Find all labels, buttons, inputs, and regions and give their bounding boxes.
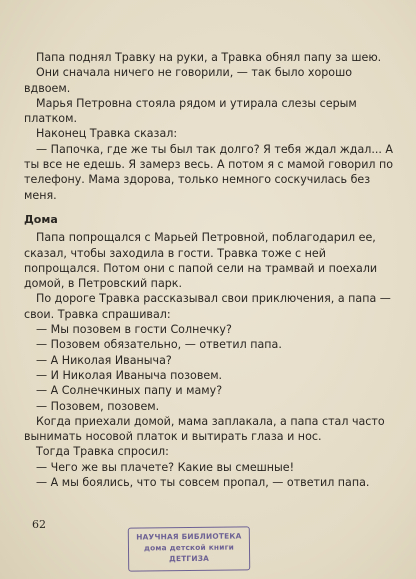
page-number: 62 <box>32 518 46 531</box>
stamp-line-2: дома детской книги <box>143 542 235 553</box>
dialogue-line: — А Солнечкиных папу и маму? <box>36 384 223 398</box>
paragraph-2: Они сначала ничего не говорили, — так было хорошо вдвоем. <box>24 66 353 95</box>
dialogue-line: — Мы позовем в гости Солнечку? <box>36 323 232 337</box>
dialogue-line: — А Николая Иваныча? <box>36 353 172 367</box>
paragraph-6: Папа попрощался с Марьей Петровной, поблагодарил ее, сказал, чтобы заходила в гости. Травка тоже с ней попрощался. Потом они с папой сели на трамвай и поехали домой, в Петровский парк. <box>24 231 378 291</box>
paragraph-9: Тогда Травка спросил: <box>36 445 169 459</box>
stamp-line-3: ДЕТГИЗА <box>169 553 210 564</box>
dialogue-line: — Чего же вы плачете? Какие вы смешные! <box>36 460 295 474</box>
page-text <box>24 50 394 490</box>
paragraph-8: Когда приехали домой, мама заплакала, а папа стал часто вынимать носовой платок и вытирать глаза и нос. <box>24 414 385 444</box>
library-stamp <box>128 526 250 571</box>
paragraph-1: Папа поднял Травку на руки, а Травка обнял папу за шею. <box>36 51 382 64</box>
dialogue-line: — Позовем обязательно, — ответил папа. <box>36 338 282 352</box>
dialogue-line: — Позовем, позовем. <box>36 399 160 413</box>
section-heading: Дома <box>24 212 58 226</box>
paragraph-4: Наконец Травка сказал: <box>36 127 178 141</box>
dialogue-line: — А мы боялись, что ты совсем пропал, — ответил папа. <box>36 476 370 490</box>
paragraph-3: Марья Петровна стояла рядом и утирала слезы серым платком. <box>24 96 357 126</box>
paragraph-5: — Папочка, где же ты был так долго? Я тебя ждал ждал... А ты все не едешь. Я замерз весь. А потом я с мамой говорил по телефону. Мама здорова, только немного соскучилась без меня. <box>24 142 394 202</box>
paragraph-7: По дороге Травка рассказывал свои приключения, а папа — свои. Травка спрашивал: <box>24 292 391 321</box>
stamp-line-1: НАУЧНАЯ БИБЛИОТЕКА <box>136 531 242 542</box>
dialogue-line: — И Николая Иваныча позовем. <box>36 368 223 382</box>
